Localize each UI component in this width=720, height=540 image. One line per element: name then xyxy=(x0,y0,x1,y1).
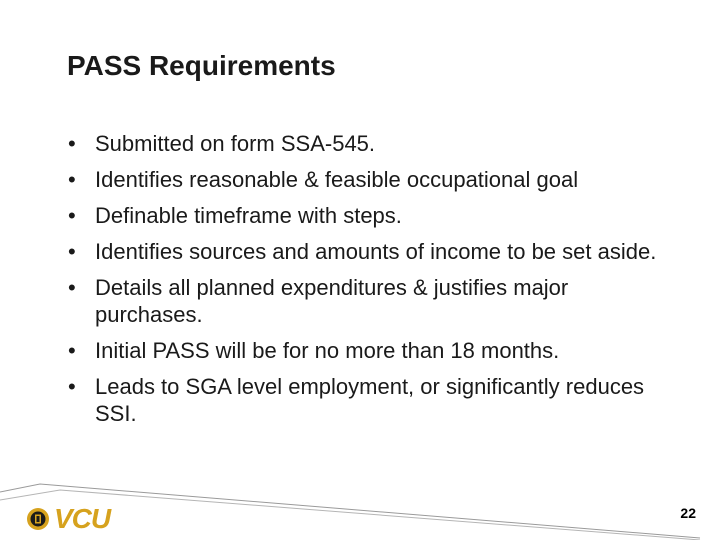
bullet-marker: • xyxy=(68,131,76,156)
bullet-text: Details all planned expenditures & justifies major purchases. xyxy=(95,275,569,327)
bullet-marker: • xyxy=(68,239,76,264)
vcu-seal-icon xyxy=(26,507,50,531)
bullet-marker: • xyxy=(68,167,76,192)
bullet-marker: • xyxy=(68,374,76,399)
bullet-item xyxy=(68,166,668,193)
page-number: 22 xyxy=(680,505,696,521)
bullet-text: Submitted on form SSA-545. xyxy=(95,131,376,156)
bullet-text: Identifies reasonable & feasible occupational goal xyxy=(95,167,579,192)
bullet-text: Identifies sources and amounts of income to be set aside. xyxy=(95,239,657,264)
bullet-list xyxy=(68,130,668,436)
logo-text: VCU xyxy=(54,503,111,534)
bullet-item xyxy=(68,238,668,265)
bullet-item xyxy=(68,373,668,427)
bullet-item xyxy=(68,202,668,229)
slide-title: PASS Requirements xyxy=(67,50,336,81)
bullet-item xyxy=(68,274,668,328)
bullet-marker: • xyxy=(68,275,76,300)
vcu-logo xyxy=(26,505,110,533)
bullet-item xyxy=(68,130,668,157)
bullet-text: Initial PASS will be for no more than 18 months. xyxy=(95,338,560,363)
bullet-text: Leads to SGA level employment, or significantly reduces SSI. xyxy=(95,374,645,426)
bullet-marker: • xyxy=(68,338,76,363)
bullet-item xyxy=(68,337,668,364)
bullet-marker: • xyxy=(68,203,76,228)
bullet-text: Definable timeframe with steps. xyxy=(95,203,402,228)
